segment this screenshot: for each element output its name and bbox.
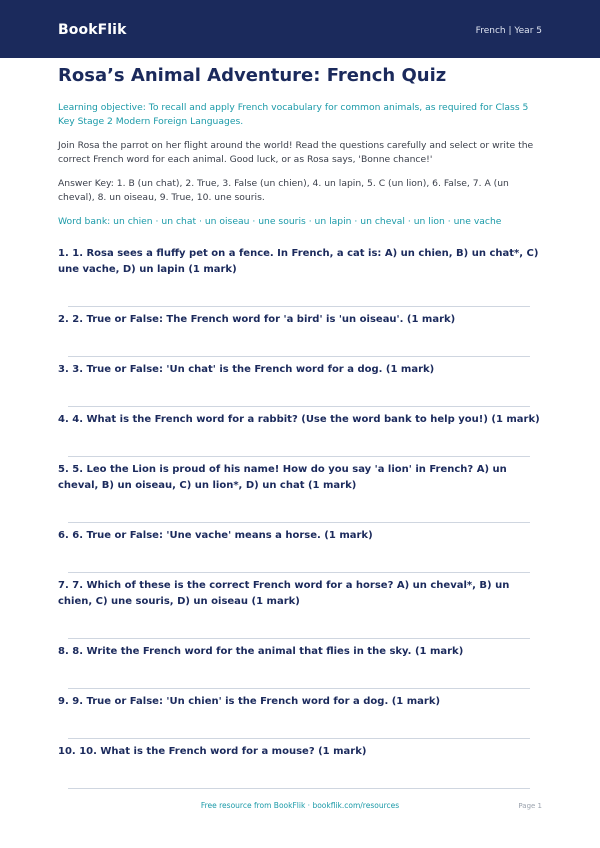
answer-line-9[interactable] <box>68 738 530 739</box>
word-bank: Word bank: un chien · un chat · un oiseau · une souris · un lapin · un cheval · un lion · une vache <box>58 216 502 227</box>
page-title: Rosa’s Animal Adventure: French Quiz <box>58 65 447 86</box>
question-5: 5. 5. Leo the Lion is proud of his name! How do you say 'a lion' in French? A) un cheval, B) un oiseau, C) un lion*, D) un chat (1 mark) <box>58 464 507 491</box>
answer-line-4[interactable] <box>68 456 530 457</box>
worksheet-content <box>58 64 542 789</box>
subject-year-label: French | Year 5 <box>475 26 542 36</box>
question-1: 1. 1. Rosa sees a fluffy pet on a fence. In French, a cat is: A) un chien, B) un chat*, C) une vache, D) un lapin (1 mark) <box>58 248 539 275</box>
header-bar <box>0 0 600 58</box>
answer-line-8[interactable] <box>68 688 530 689</box>
answer-line-6[interactable] <box>68 572 530 573</box>
question-list <box>58 246 542 789</box>
question-3: 3. 3. True or False: 'Un chat' is the French word for a dog. (1 mark) <box>58 364 435 375</box>
question-7: 7. 7. Which of these is the correct French word for a horse? A) un cheval*, B) un chien, C) une souris, D) un oiseau (1 mark) <box>58 580 510 607</box>
answer-line-2[interactable] <box>68 356 530 357</box>
question-4: 4. 4. What is the French word for a rabbit? (Use the word bank to help you!) (1 mark) <box>58 414 540 425</box>
intro-text: Join Rosa the parrot on her flight around the world! Read the questions carefully and select or write the correct French word for each animal. Good luck, or as Rosa says, 'Bonne chance!' <box>58 140 534 165</box>
question-8: 8. 8. Write the French word for the animal that flies in the sky. (1 mark) <box>58 646 464 657</box>
answer-line-7[interactable] <box>68 638 530 639</box>
question-6: 6. 6. True or False: 'Une vache' means a horse. (1 mark) <box>58 530 373 541</box>
page-number: Page 1 <box>518 802 542 810</box>
brand-logo-text[interactable]: BookFlik <box>58 22 127 38</box>
answer-key: Answer Key: 1. B (un chat), 2. True, 3. False (un chien), 4. un lapin, 5. C (un lion), 6. False, 7. A (un cheval), 8. un oiseau, 9. True, 10. une souris. <box>58 178 509 203</box>
question-10: 10. 10. What is the French word for a mouse? (1 mark) <box>58 746 367 757</box>
learning-objective: Learning objective: To recall and apply French vocabulary for common animals, as required for Class 5 Key Stage 2 Modern Foreign Languages. <box>58 102 529 127</box>
answer-line-10[interactable] <box>68 788 530 789</box>
question-2: 2. 2. True or False: The French word for 'a bird' is 'un oiseau'. (1 mark) <box>58 314 456 325</box>
question-9: 9. 9. True or False: 'Un chien' is the French word for a dog. (1 mark) <box>58 696 441 707</box>
footer-resource-link[interactable]: Free resource from BookFlik · bookflik.com/resources <box>200 801 400 810</box>
answer-line-5[interactable] <box>68 522 530 523</box>
answer-line-3[interactable] <box>68 406 530 407</box>
answer-line-1[interactable] <box>68 306 530 307</box>
